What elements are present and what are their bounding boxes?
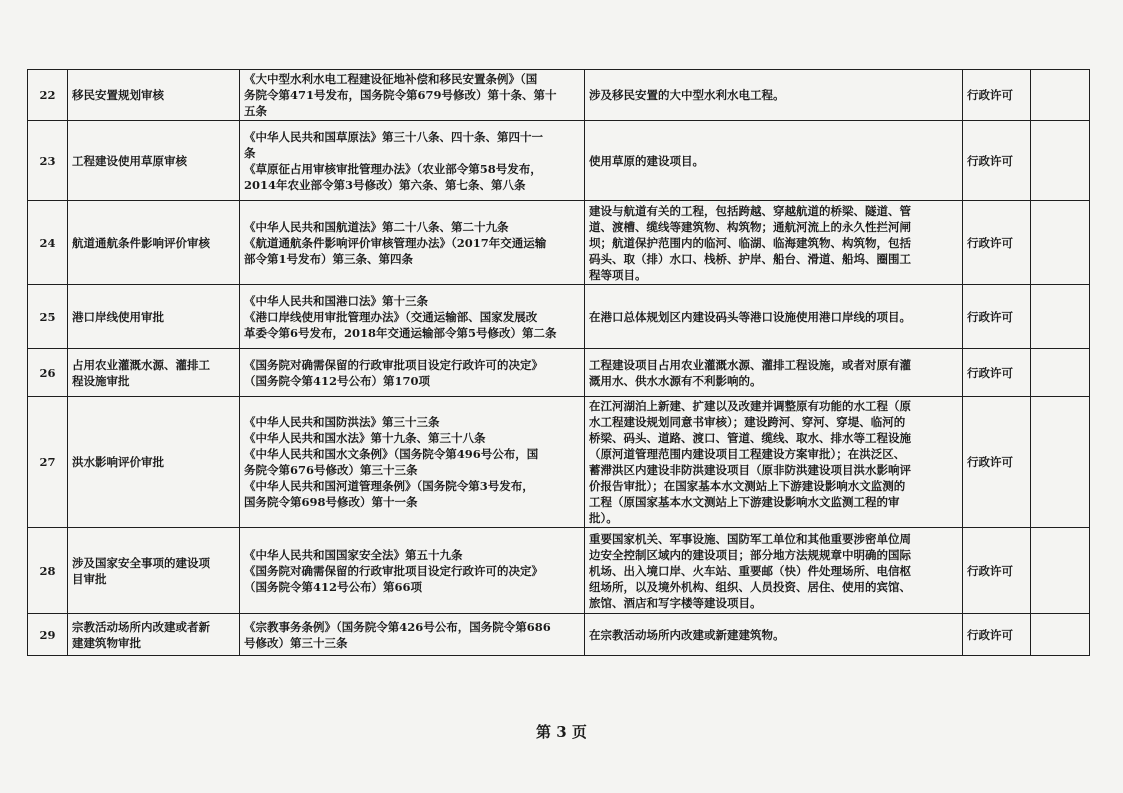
permit-type: 行政许可 (963, 201, 1031, 285)
item-name (68, 201, 240, 285)
item-name-line: 宗教活动场所内改建或者新 (72, 619, 210, 634)
legal-basis-line: 国务院令第698号修改）第十一条 (244, 495, 418, 509)
legal-basis-line: 《国务院对确需保留的行政审批项目设定行政许可的决定》 (244, 563, 543, 578)
table-row (28, 528, 1090, 614)
blank-cell (1031, 70, 1090, 121)
legal-basis-line: （国务院令第412号公布）第170项 (244, 373, 431, 388)
legal-basis-line: 《草原征占用审核审批管理办法》（农业部令第58号发布， (244, 161, 542, 176)
blank-cell (1031, 614, 1090, 656)
application-scope-line: 在江河湖泊上新建、扩建以及改建并调整原有功能的水工程（原 (589, 399, 911, 413)
row-number: 24 (28, 201, 68, 285)
item-name (68, 121, 240, 201)
row-number: 28 (28, 528, 68, 614)
item-name-line: 工程建设使用草原审核 (72, 153, 187, 168)
table-row (28, 614, 1090, 656)
application-scope-line: 工程（原国家基本水文测站上下游建设影响水文监测工程的审 (589, 495, 900, 509)
row-number: 22 (28, 70, 68, 121)
legal-basis-line: 务院令第676号修改）第三十三条 (244, 463, 418, 477)
legal-basis-line: 《中华人民共和国草原法》第三十八条、四十条、第四十一 (244, 129, 543, 144)
permit-type: 行政许可 (963, 528, 1031, 614)
blank-cell (1031, 285, 1090, 349)
legal-basis-line: 《中华人民共和国航道法》第二十八条、第二十九条 (244, 219, 509, 234)
table-row (28, 397, 1090, 528)
legal-basis-line: 《国务院对确需保留的行政审批项目设定行政许可的决定》 (244, 357, 543, 372)
legal-basis-line: 《港口岸线使用审批管理办法》（交通运输部、国家发展改 (244, 309, 538, 324)
legal-basis-line: 《大中型水利水电工程建设征地补偿和移民安置条例》（国 (244, 72, 538, 86)
permit-type: 行政许可 (963, 349, 1031, 397)
application-scope-line: 在港口总体规划区内建设码头等港口设施使用港口岸线的项目。 (589, 309, 911, 324)
blank-cell (1031, 528, 1090, 614)
application-scope-line: 价报告审批）；在国家基本水文测站上下游建设影响水文监测的 (589, 479, 906, 493)
item-name-line: 涉及国家安全事项的建设项 (72, 555, 210, 570)
row-number: 27 (28, 397, 68, 528)
approval-items-table (27, 69, 1090, 656)
row-number: 26 (28, 349, 68, 397)
legal-basis-line: （国务院令第412号公布）第66项 (244, 579, 423, 594)
application-scope-line: 涉及移民安置的大中型水利水电工程。 (589, 88, 785, 102)
application-scope (585, 528, 963, 614)
row-number: 23 (28, 121, 68, 201)
application-scope-line: 工程建设项目占用农业灌溉水源、灌排工程设施，或者对原有灌 (589, 357, 911, 372)
blank-cell (1031, 201, 1090, 285)
legal-basis (240, 201, 585, 285)
application-scope-line: 道、渡槽、缆线等建筑物、构筑物；通航河流上的永久性拦河闸 (589, 219, 911, 234)
application-scope-line: 在宗教活动场所内改建或新建建筑物。 (589, 627, 785, 642)
application-scope (585, 614, 963, 656)
legal-basis (240, 70, 585, 121)
application-scope-line: 桥梁、码头、道路、渡口、管道、缆线、取水、排水等工程设施 (589, 431, 911, 445)
application-scope-line: 坝；航道保护范围内的临河、临湖、临海建筑物、构筑物，包括 (589, 235, 911, 250)
legal-basis-line: 《宗教事务条例》（国务院令第426号公布，国务院令第686 (244, 619, 551, 634)
legal-basis (240, 528, 585, 614)
item-name-line: 港口岸线使用审批 (72, 309, 164, 324)
application-scope (585, 285, 963, 349)
application-scope (585, 121, 963, 201)
application-scope-line: 机场、出入境口岸、火车站、重要邮（快）件处理场所、电信枢 (589, 563, 911, 578)
table-row (28, 349, 1090, 397)
application-scope-line: 使用草原的建设项目。 (589, 153, 704, 168)
item-name (68, 285, 240, 349)
item-name (68, 397, 240, 528)
permit-type: 行政许可 (963, 614, 1031, 656)
application-scope (585, 397, 963, 528)
legal-basis (240, 349, 585, 397)
table-row (28, 285, 1090, 349)
legal-basis-line: 条 (244, 145, 256, 160)
application-scope-line: 水工程建设规划同意书审核）；建设跨河、穿河、穿堤、临河的 (589, 415, 906, 429)
legal-basis-line: 《中华人民共和国水文条例》（国务院令第496号公布，国 (244, 447, 539, 461)
application-scope-line: 溉用水、供水水源有不利影响的。 (589, 373, 762, 388)
application-scope-line: 批）。 (589, 511, 618, 525)
application-scope-line: 纽场所，以及境外机构、组织、人员投资、居住、使用的宾馆、 (589, 579, 911, 594)
permit-type: 行政许可 (963, 121, 1031, 201)
permit-type: 行政许可 (963, 70, 1031, 121)
legal-basis (240, 121, 585, 201)
application-scope-line: 边安全控制区域内的建设项目；部分地方法规规章中明确的国际 (589, 547, 911, 562)
blank-cell (1031, 121, 1090, 201)
application-scope (585, 349, 963, 397)
page-number: 第 3 页 (536, 723, 587, 741)
application-scope-line: 旅馆、酒店和写字楼等建设项目。 (589, 595, 762, 610)
permit-type: 行政许可 (963, 285, 1031, 349)
application-scope (585, 70, 963, 121)
application-scope-line: 程等项目。 (589, 267, 647, 282)
row-number: 29 (28, 614, 68, 656)
item-name-line: 程设施审批 (72, 373, 130, 388)
item-name-line: 移民安置规划审核 (72, 88, 164, 102)
legal-basis-line: 部令第1号发布）第三条、第四条 (244, 251, 413, 266)
legal-basis-line: 2014年农业部令第3号修改）第六条、第七条、第八条 (244, 177, 526, 192)
item-name-line: 目审批 (72, 571, 107, 586)
blank-cell (1031, 397, 1090, 528)
legal-basis-line: 《中华人民共和国河道管理条例》（国务院令第3号发布， (244, 479, 534, 493)
table-row (28, 201, 1090, 285)
legal-basis (240, 397, 585, 528)
item-name (68, 349, 240, 397)
application-scope (585, 201, 963, 285)
legal-basis-line: 《中华人民共和国防洪法》第三十三条 (244, 415, 440, 429)
item-name (68, 528, 240, 614)
blank-cell (1031, 349, 1090, 397)
application-scope-line: 建设与航道有关的工程，包括跨越、穿越航道的桥梁、隧道、管 (589, 203, 911, 218)
legal-basis (240, 614, 585, 656)
legal-basis (240, 285, 585, 349)
application-scope-line: 重要国家机关、军事设施、国防军工单位和其他重要涉密单位周 (589, 531, 911, 546)
legal-basis-line: 五条 (244, 104, 267, 118)
application-scope-line: 蓄滞洪区内建设非防洪建设项目（原非防洪建设项目洪水影响评 (589, 463, 911, 477)
table-row (28, 121, 1090, 201)
legal-basis-line: 革委令第6号发布，2018年交通运输部令第5号修改）第二条 (244, 325, 557, 340)
item-name-line: 航道通航条件影响评价审核 (72, 235, 210, 250)
table-row (28, 70, 1090, 121)
item-name (68, 614, 240, 656)
item-name-line: 洪水影响评价审批 (72, 455, 164, 469)
legal-basis-line: 《中华人民共和国国家安全法》第五十九条 (244, 547, 463, 562)
item-name-line: 建建筑物审批 (72, 635, 141, 650)
permit-type: 行政许可 (963, 397, 1031, 528)
application-scope-line: 码头、取（排）水口、栈桥、护岸、船台、滑道、船坞、圈围工 (589, 251, 911, 266)
legal-basis-line: 号修改）第三十三条 (244, 635, 348, 650)
row-number: 25 (28, 285, 68, 349)
application-scope-line: （原河道管理范围内建设项目工程建设方案审批）；在洪泛区、 (589, 447, 906, 461)
legal-basis-line: 《中华人民共和国水法》第十九条、第三十八条 (244, 431, 486, 445)
legal-basis-line: 《中华人民共和国港口法》第十三条 (244, 293, 428, 308)
item-name-line: 占用农业灌溉水源、灌排工 (72, 357, 210, 372)
legal-basis-line: 务院令第471号发布，国务院令第679号修改）第十条、第十 (244, 88, 557, 102)
item-name (68, 70, 240, 121)
legal-basis-line: 《航道通航条件影响评价审核管理办法》（2017年交通运输 (244, 235, 547, 250)
